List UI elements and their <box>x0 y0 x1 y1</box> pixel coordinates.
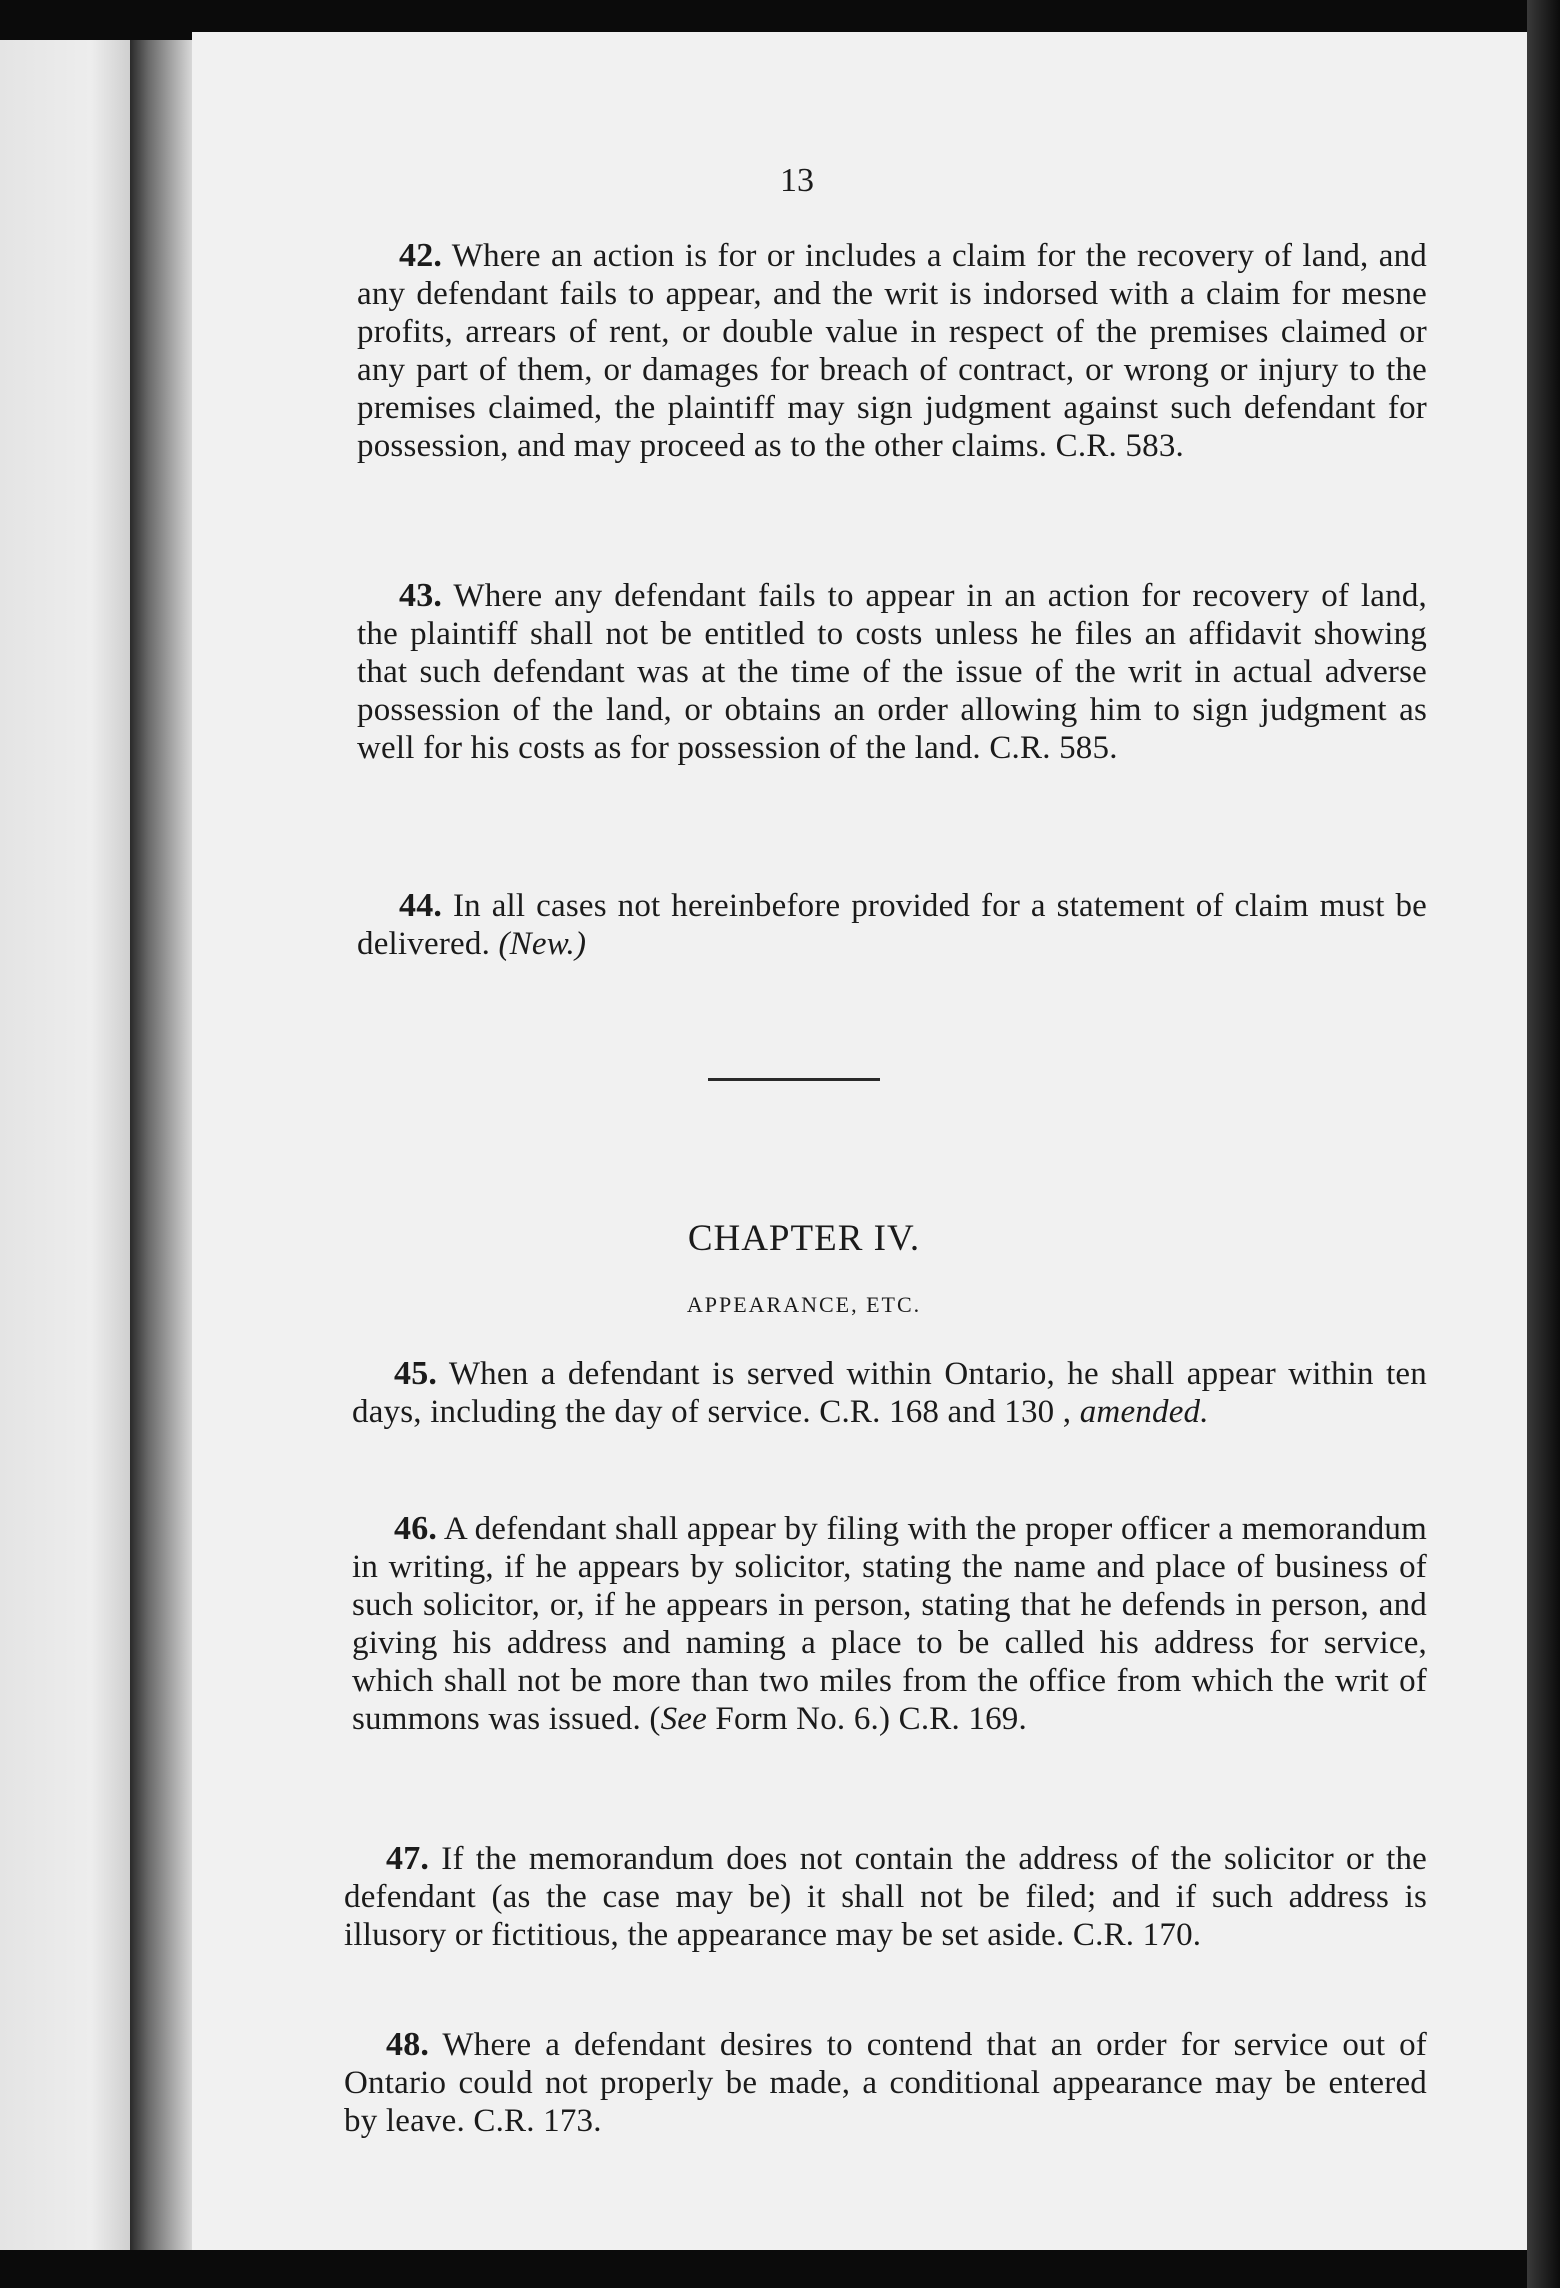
left-page-edge <box>0 40 130 2250</box>
section-note: amended. <box>1079 1394 1209 1430</box>
section-text: Where any defendant fails to appear in an action for recovery of land, the plaintiff shall not be entitled to costs unless he files an affidavit showing that such defendant was at the time of the issue of the writ in actual adverse possession of the land, or obtains an order allowing him to sign judgment as well for his costs as for possession of the land. C.R. 585. <box>357 578 1427 766</box>
book-gutter-shadow <box>130 40 192 2250</box>
section-47 <box>344 1840 1427 1954</box>
section-text: Where an action is for or includes a claim for the recovery of land, and any defendant fails to appear, and the writ is indorsed with a claim for mesne profits, arrears of rent, or double value in respect of the premises claimed or any part of them, or damages for breach of contract, or wrong or injury to the premises claimed, the plaintiff may sign judgment against such defendant for possession, and may proceed as to the other claims. C.R. 583. <box>357 238 1428 464</box>
section-number: 42. <box>399 237 443 274</box>
section-number: 44. <box>399 887 443 924</box>
right-page-edge <box>1527 0 1560 2288</box>
section-number: 45. <box>394 1355 438 1392</box>
section-text: In all cases not hereinbefore provided for a statement of claim must be delivered. <box>357 888 1427 962</box>
page-number: 13 <box>780 162 814 199</box>
section-43 <box>357 577 1427 767</box>
chapter-title: CHAPTER IV. <box>687 1218 921 1259</box>
section-number: 47. <box>386 1840 430 1877</box>
section-number: 48. <box>386 2026 430 2063</box>
chapter-subtitle: APPEARANCE, ETC. <box>686 1292 922 1317</box>
section-ref-see: See <box>660 1701 707 1737</box>
section-note: (New.) <box>498 926 587 962</box>
page <box>192 32 1527 2250</box>
section-48 <box>344 2026 1427 2140</box>
section-ref-tail: Form No. 6.) C.R. 169. <box>715 1701 1027 1737</box>
section-45 <box>352 1355 1427 1431</box>
section-text: If the memorandum does not contain the address of the solicitor or the defendant (as the case may be) it shall not be filed; and if such address is illusory or fictitious, the appearance may be set aside. C.R. 170. <box>344 1841 1428 1953</box>
section-42 <box>357 237 1427 465</box>
section-ref-open: ( <box>649 1701 661 1737</box>
section-text: A defendant shall appear by filing with the proper officer a memorandum in writing, if he appears by solicitor, stating the name and place of business of such solicitor, or, if he appears in person, stating that he defends in person, and giving his address and naming a place to be called his address for service, which shall not be more than two miles from the office from which the writ of summons was issued. <box>352 1511 1427 1737</box>
section-text: When a defendant is served within Ontario, he shall appear within ten days, including the day of service. C.R. 168 and 130 , <box>352 1356 1427 1430</box>
section-divider <box>708 1078 880 1081</box>
section-number: 43. <box>399 577 443 614</box>
section-number: 46. <box>394 1510 438 1547</box>
section-44 <box>357 887 1427 963</box>
section-text: Where a defendant desires to contend that an order for service out of Ontario could not properly be made, a conditional appearance may be entered by leave. C.R. 173. <box>344 2027 1427 2139</box>
section-46 <box>352 1510 1427 1738</box>
